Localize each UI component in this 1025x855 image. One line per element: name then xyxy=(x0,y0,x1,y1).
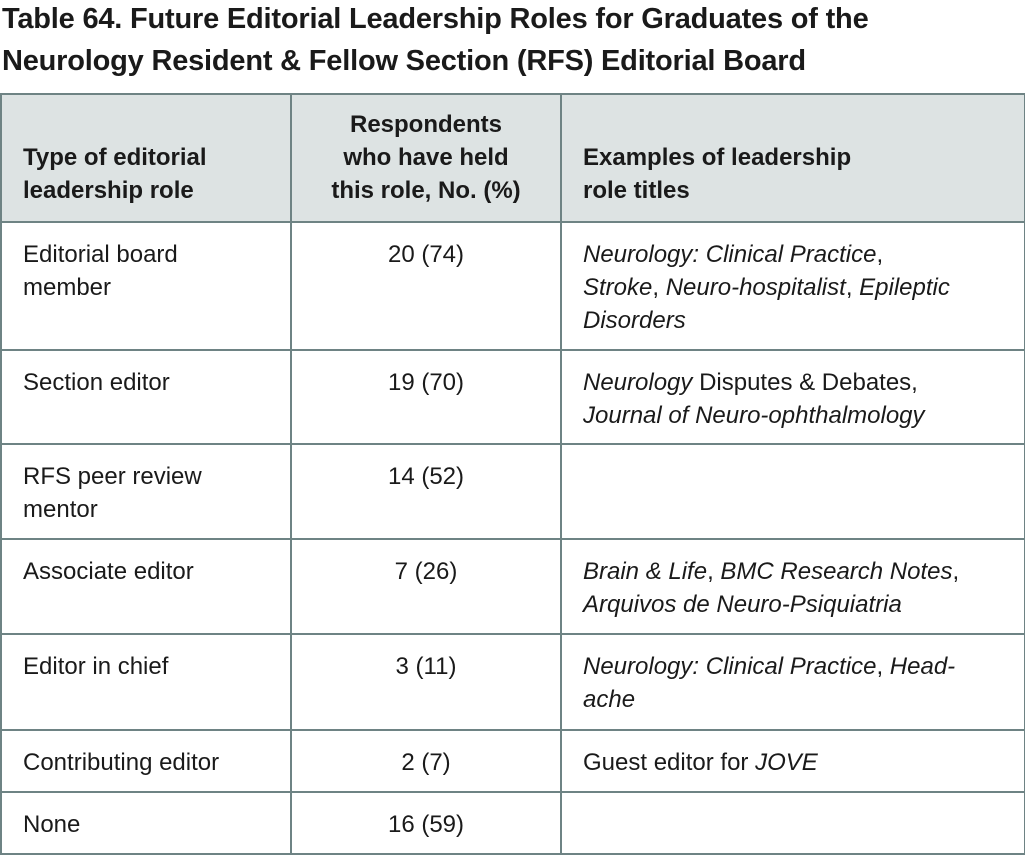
count-cell: 16 (59) xyxy=(291,792,561,854)
header-role-type: Type of editorial leadership role xyxy=(1,94,291,222)
role-cell: RFS peer review mentor xyxy=(1,444,291,539)
table-row xyxy=(1,792,1025,854)
count-cell: 19 (70) xyxy=(291,350,561,444)
role-cell: Associate editor xyxy=(1,539,291,634)
examples-cell: Brain & Life, BMC Research Notes, Arquivos de Neuro-Psiquiatria xyxy=(561,539,1025,634)
table-row xyxy=(1,730,1025,792)
role-cell: Editor in chief xyxy=(1,634,291,730)
title-line-1: Table 64. Future Editorial Leadership Roles for Graduates of the xyxy=(2,3,869,35)
count-cell: 7 (26) xyxy=(291,539,561,634)
title-line-2: Neurology Resident & Fellow Section (RFS) Editorial Board xyxy=(2,45,806,77)
role-cell: Editorial board member xyxy=(1,222,291,350)
header-row xyxy=(1,94,1025,222)
table-row xyxy=(1,444,1025,539)
examples-cell xyxy=(561,792,1025,854)
table-row xyxy=(1,350,1025,444)
table-title xyxy=(2,0,1022,82)
table-row xyxy=(1,222,1025,350)
role-cell: None xyxy=(1,792,291,854)
count-cell: 14 (52) xyxy=(291,444,561,539)
examples-cell: Neurology: Clinical Practice, Stroke, Neuro-hospitalist, Epileptic Disorders xyxy=(561,222,1025,350)
count-cell: 20 (74) xyxy=(291,222,561,350)
role-cell: Contributing editor xyxy=(1,730,291,792)
header-respondents: Respondents who have held this role, No. (%) xyxy=(291,94,561,222)
examples-cell xyxy=(561,444,1025,539)
count-cell: 3 (11) xyxy=(291,634,561,730)
table-row xyxy=(1,634,1025,730)
examples-cell: Guest editor for JOVE xyxy=(561,730,1025,792)
examples-cell: Neurology: Clinical Practice, Head- ache xyxy=(561,634,1025,730)
examples-cell: Neurology Disputes & Debates, Journal of Neuro-ophthalmology xyxy=(561,350,1025,444)
table-row xyxy=(1,539,1025,634)
role-cell: Section editor xyxy=(1,350,291,444)
count-cell: 2 (7) xyxy=(291,730,561,792)
editorial-roles-table xyxy=(0,93,1025,855)
header-examples: Examples of leadership role titles xyxy=(561,94,1025,222)
